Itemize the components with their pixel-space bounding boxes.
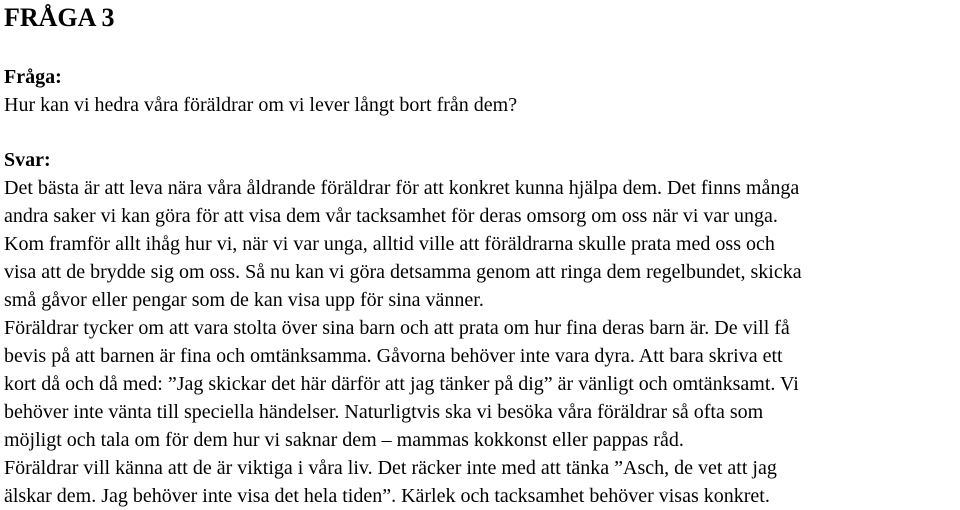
answer-line: kort då och då med: ”Jag skickar det här därför att jag tänker på dig” är vänligt och omtänksamt. Vi (4, 373, 799, 395)
answer-line: små gåvor eller pengar som de kan visa upp för sina vänner. (4, 289, 484, 311)
answer-line: Kom framför allt ihåg hur vi, när vi var unga, alltid ville att föräldrarna skulle prata med oss och (4, 233, 775, 255)
page-title: FRÅGA 3 (4, 3, 115, 32)
document-page (4, 0, 956, 510)
answer-line: bevis på att barnen är fina och omtänksamma. Gåvorna behöver inte vara dyra. Att bara skriva ett (4, 345, 783, 367)
answer-line: Föräldrar vill känna att de är viktiga i våra liv. Det räcker inte med att tänka ”Asch, de vet att jag (4, 457, 777, 479)
answer-line: andra saker vi kan göra för att visa dem vår tacksamhet för deras omsorg om oss när vi var unga. (4, 205, 778, 227)
answer-line: Det bästa är att leva nära våra åldrande föräldrar för att konkret kunna hjälpa dem. Det finns många (4, 177, 800, 199)
answer-line: behöver inte vänta till speciella händelser. Naturligtvis ska vi besöka våra föräldrar så ofta som (4, 401, 764, 423)
answer-line: visa att de brydde sig om oss. Så nu kan vi göra detsamma genom att ringa dem regelbundet, skicka (4, 261, 802, 283)
answer-line: Föräldrar tycker om att vara stolta över sina barn och att prata om hur fina deras barn är. De vill få (4, 317, 790, 339)
question-label: Fråga: (4, 66, 62, 88)
answer-line: möjligt och tala om för dem hur vi saknar dem – mammas kokkonst eller pappas råd. (4, 429, 684, 451)
question-text: Hur kan vi hedra våra föräldrar om vi lever långt bort från dem? (4, 94, 518, 116)
answer-label: Svar: (4, 149, 51, 171)
answer-body (4, 174, 956, 510)
answer-line: älskar dem. Jag behöver inte visa det hela tiden”. Kärlek och tacksamhet behöver visas konkret. (4, 485, 770, 507)
